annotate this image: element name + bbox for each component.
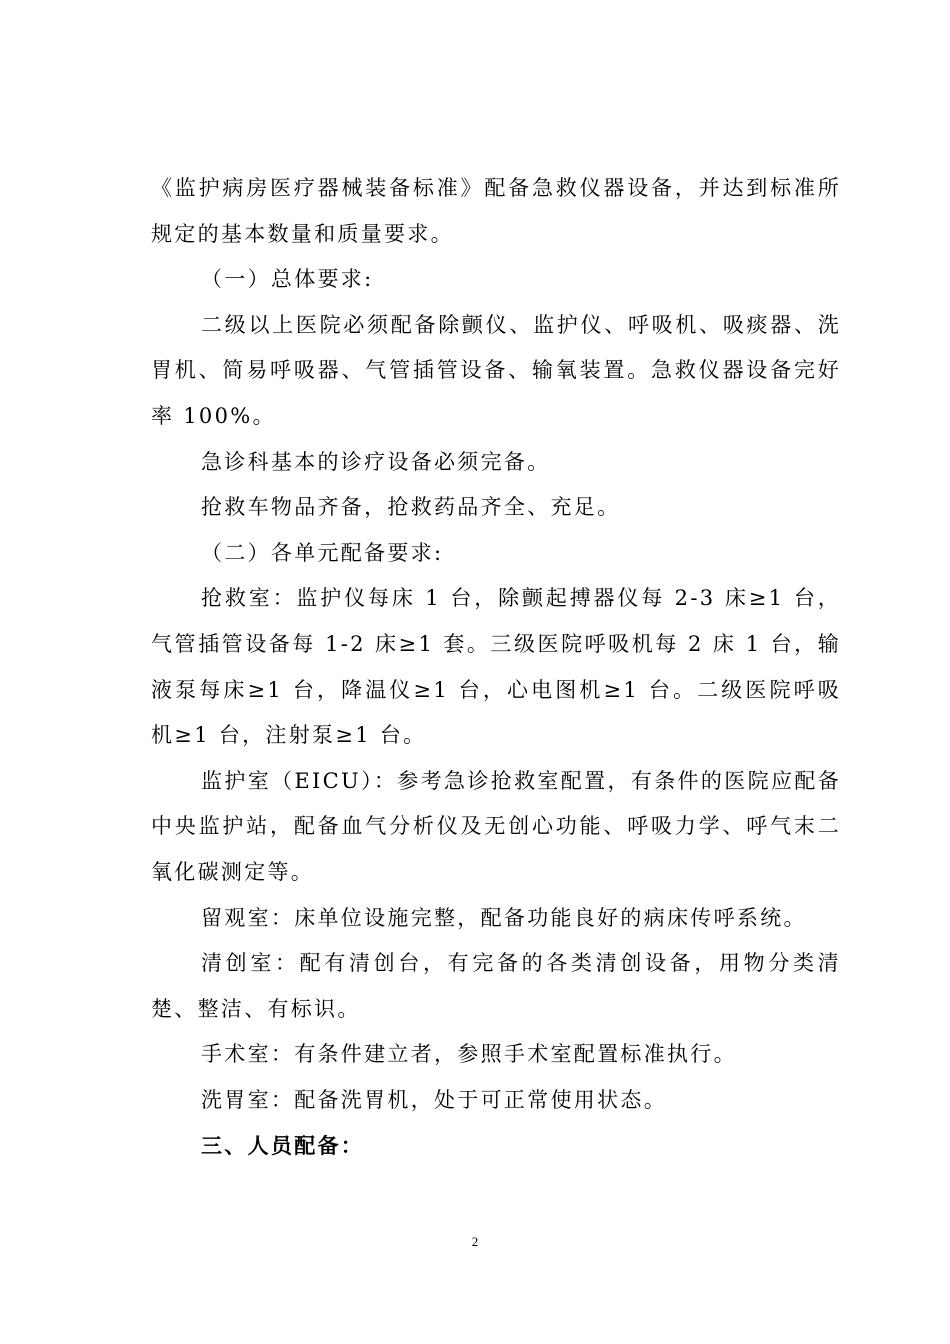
- paragraph-diagnostic-equipment: 急诊科基本的诊疗设备必须完备。: [201, 449, 551, 474]
- paragraph-rescue-room: 抢救室：监护仪每床 1 台，除颤起搏器仪每 2-3 床≥1 台，气管插管设备每 1-2 床≥1 套。三级医院呼吸机每 2 床 1 台，输液泵每床≥1 台，降温仪≥1 台，心电图机≥1 台。二级医院呼吸机≥1 台，注射泵≥1 台。: [151, 586, 841, 748]
- heading-staffing: 三、人员配备：: [201, 1133, 365, 1159]
- paragraph-eicu: 监护室（EICU）：参考急诊抢救室配置，有条件的医院应配备中央监护站，配备血气分析仪及无创心功能、呼吸力学、呼气末二氧化碳测定等。: [151, 768, 841, 884]
- paragraph-operating-room: 手术室：有条件建立者，参照手术室配置标准执行。: [201, 1042, 737, 1067]
- heading-unit-requirements: （二）各单元配备要求:: [201, 540, 444, 565]
- paragraph-equipment-standard: 《监护病房医疗器械装备标准》配备急救仪器设备，并达到标准所规定的基本数量和质量要求。: [151, 176, 841, 246]
- document-body: [151, 166, 841, 1169]
- paragraph-observation-room: 留观室：床单位设施完整，配备功能良好的病床传呼系统。: [201, 905, 807, 930]
- paragraph-debridement-room: 清创室：配有清创台，有完备的各类清创设备，用物分类清楚、整洁、有标识。: [151, 951, 841, 1021]
- heading-general-requirements: （一）总体要求:: [201, 267, 374, 292]
- paragraph-gastric-lavage-room: 洗胃室：配备洗胃机，处于可正常使用状态。: [201, 1087, 667, 1112]
- page-number: 2: [471, 1234, 479, 1249]
- paragraph-rescue-cart: 抢救车物品齐备，抢救药品齐全、充足。: [201, 495, 621, 520]
- paragraph-required-equipment: 二级以上医院必须配备除颤仪、监护仪、呼吸机、吸痰器、洗胃机、简易呼吸器、气管插管设备、输氧装置。急救仪器设备完好率 100%。: [151, 312, 841, 428]
